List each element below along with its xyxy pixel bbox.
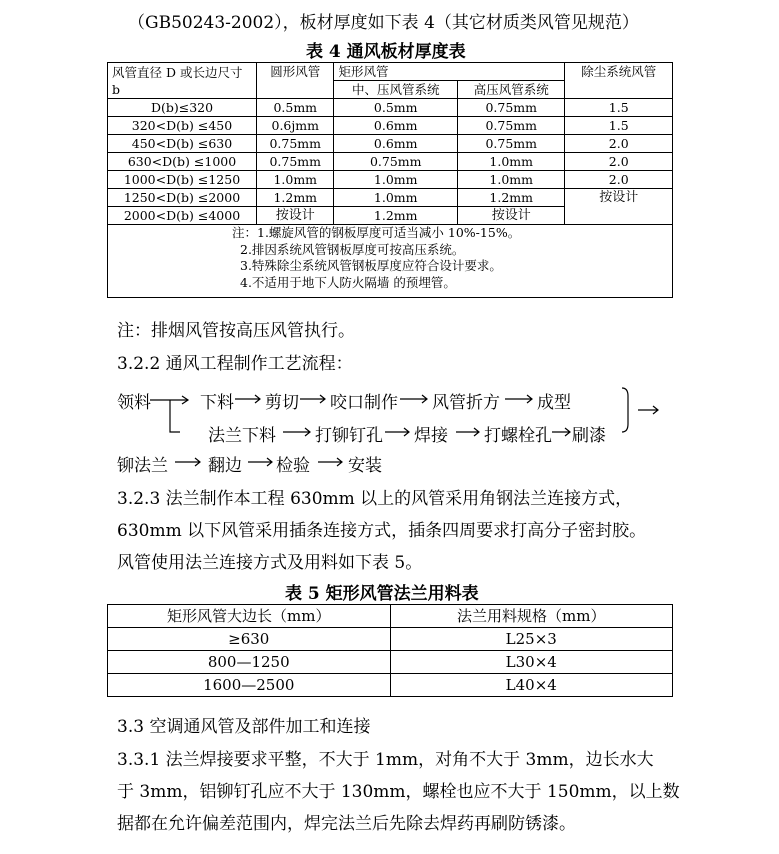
t5-cell: ≥630 <box>108 628 391 651</box>
t4-cell: 1.0mm <box>457 171 565 189</box>
t5-cell: L30×4 <box>390 651 673 674</box>
t4-cell: 0.75mm <box>257 153 334 171</box>
t4-cell: 1.2mm <box>257 189 334 207</box>
t4-header-round: 圆形风管 <box>257 63 334 99</box>
t4-cell: 630<D(b) ≤1000 <box>108 153 257 171</box>
t5-cell: L40×4 <box>390 674 673 697</box>
section-331-line: 3.3.1 法兰焊接要求平整，不大于 1mm，对角不大于 3mm，边长水大 <box>117 750 654 770</box>
t4-note: 4.不适用于地下人防火隔墙 的预埋管。 <box>240 274 456 290</box>
t4-cell: 按设计 <box>257 207 334 225</box>
t4-header-size: 风管直径 D 或长边尺寸 b <box>108 63 257 99</box>
t4-header-rect-high: 高压风管系统 <box>457 81 565 99</box>
flow-start: 领料 <box>117 393 151 413</box>
flow-step: 焊接 <box>414 426 448 446</box>
t4-cell: 1.0mm <box>457 153 565 171</box>
intro-line: （GB50243-2002），板材厚度如下表 4（其它材质类风管见规范） <box>128 13 639 33</box>
t4-cell: 按设计 <box>457 207 565 225</box>
t4-header-rect-mid: 中、压风管系统 <box>334 81 458 99</box>
t4-header-rect: 矩形风管 <box>334 63 565 81</box>
t4-cell: 0.5mm <box>334 99 458 117</box>
section-323-line: 630mm 以下风管采用插条连接方式，插条四周要求打高分子密封胶。 <box>117 521 647 541</box>
flow-step: 刷漆 <box>572 426 606 446</box>
t4-cell: 1.2mm <box>457 189 565 207</box>
table4-caption: 表 4 通风板材厚度表 <box>306 42 466 62</box>
flow-step: 翻边 <box>208 456 242 476</box>
flow-step: 成型 <box>537 393 571 413</box>
t4-cell: 2.0 <box>565 135 673 153</box>
section-323-line: 风管使用法兰连接方式及用料如下表 5。 <box>117 553 423 573</box>
flow-step: 法兰下料 <box>208 426 276 446</box>
t4-note: 2.排因系统风管钢板厚度可按高压系统。 <box>240 241 465 257</box>
flow-step: 打铆钉孔 <box>315 426 383 446</box>
flow-step: 咬口制作 <box>330 393 398 413</box>
t4-cell: 1.2mm <box>334 207 458 225</box>
flow-step: 检验 <box>276 456 310 476</box>
t4-cell: 0.75mm <box>457 99 565 117</box>
t4-cell: 1.0mm <box>257 171 334 189</box>
t4-cell: 450<D(b) ≤630 <box>108 135 257 153</box>
section-331-line: 于 3mm，铝铆钉孔应不大于 130mm，螺栓也应不大于 150mm，以上数 <box>117 782 680 802</box>
flow-step: 下料 <box>200 393 234 413</box>
t4-cell: 1250<D(b) ≤2000 <box>108 189 257 207</box>
t4-note: 注：1.螺旋风管的钢板厚度可适当减小 10%-15%。 <box>232 225 521 240</box>
table-row <box>108 651 673 674</box>
t4-cell: 0.75mm <box>257 135 334 153</box>
t4-cell: 按设计 <box>565 189 673 225</box>
t4-cell: 1.5 <box>565 117 673 135</box>
section-323-line: 3.2.3 法兰制作本工程 630mm 以上的风管采用角钢法兰连接方式， <box>117 489 633 509</box>
t4-cell: 2.0 <box>565 153 673 171</box>
t4-cell: 0.6mm <box>334 117 458 135</box>
t5-cell: L25×3 <box>390 628 673 651</box>
flow-step: 安装 <box>348 456 382 476</box>
t5-cell: 800—1250 <box>108 651 391 674</box>
flow-step: 风管折方 <box>432 393 500 413</box>
note-line: 注：排烟风管按高压风管执行。 <box>117 321 355 341</box>
t4-cell: D(b)≤320 <box>108 99 257 117</box>
t4-cell: 2000<D(b) ≤4000 <box>108 207 257 225</box>
table5 <box>107 604 673 697</box>
t4-cell: 320<D(b) ≤450 <box>108 117 257 135</box>
t5-cell: 1600—2500 <box>108 674 391 697</box>
t4-cell: 1.0mm <box>334 171 458 189</box>
t5-header: 矩形风管大边长（mm） <box>108 605 391 628</box>
flow-step: 剪切 <box>265 393 299 413</box>
section-322: 3.2.2 通风工程制作工艺流程： <box>117 354 353 374</box>
t4-note: 3.特殊除尘系统风管钢板厚度应符合设计要求。 <box>240 258 502 273</box>
t4-cell: 1000<D(b) ≤1250 <box>108 171 257 189</box>
section-331-line: 据都在允许偏差范围内，焊完法兰后先除去焊药再刷防锈漆。 <box>117 814 576 834</box>
section-33: 3.3 空调通风管及部件加工和连接 <box>117 717 371 737</box>
t4-cell: 0.75mm <box>334 153 458 171</box>
flow-step: 铆法兰 <box>117 456 168 476</box>
t4-cell: 0.75mm <box>457 117 565 135</box>
t4-cell: 1.0mm <box>334 189 458 207</box>
t4-cell: 0.75mm <box>457 135 565 153</box>
t4-cell: 1.5 <box>565 99 673 117</box>
t4-cell: 0.6jmm <box>257 117 334 135</box>
table-row <box>108 628 673 651</box>
table-row <box>108 674 673 697</box>
table5-caption: 表 5 矩形风管法兰用料表 <box>285 584 479 604</box>
t5-header: 法兰用料规格（mm） <box>390 605 673 628</box>
t4-header-dust: 除尘系统风管 <box>565 63 673 99</box>
t4-cell: 2.0 <box>565 171 673 189</box>
t4-cell: 0.6mm <box>334 135 458 153</box>
t4-cell: 0.5mm <box>257 99 334 117</box>
flow-step: 打螺栓孔 <box>484 426 552 446</box>
